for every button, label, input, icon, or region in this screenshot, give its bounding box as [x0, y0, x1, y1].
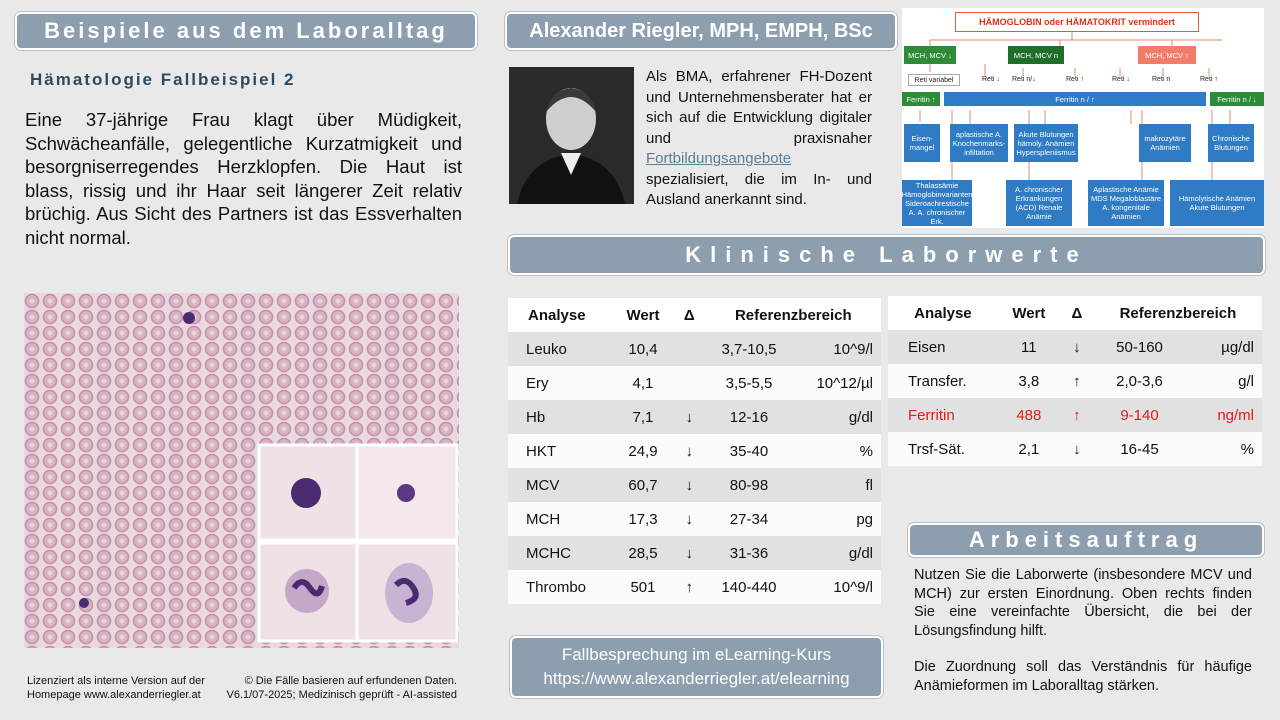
value-cell: 2,1 [998, 432, 1060, 466]
unit-cell: pg [792, 502, 881, 536]
page-title: Beispiele aus dem Laboralltag [44, 18, 448, 43]
unit-cell: ng/ml [1185, 398, 1262, 432]
col-analyse: Analyse [508, 298, 613, 332]
lab-values-banner [508, 235, 1265, 275]
cell-inset-2 [357, 445, 457, 540]
table-row [508, 536, 881, 570]
analyse-cell: MCV [508, 468, 613, 502]
blood-smear-graphic [24, 293, 459, 648]
courses-link[interactable]: Fortbildungsangebote [646, 150, 792, 167]
disclaimer-line-1: © Die Fälle basieren auf erfundenen Daten. [244, 675, 457, 687]
flow-reti-4: Reti ↑ [1066, 76, 1084, 83]
course-label: Fallbesprechung im eLearning-Kurs [561, 645, 832, 664]
delta-cell: ↑ [1060, 398, 1094, 432]
analyse-cell: Thrombo [508, 570, 613, 604]
analyse-cell: MCHC [508, 536, 613, 570]
reference-cell: 2,0-3,6 [1094, 364, 1185, 398]
elearning-course-link[interactable] [510, 636, 883, 698]
flow-mid-5: Chronische Blutungen [1208, 124, 1254, 162]
case-description: Eine 37-jährige Frau klagt über Müdigkeit, Schwächeanfälle, gelegentliche Kurzatmigkeit und besorgniserregendes Herzklopfen. Die Haut ist blass, rissig und ihr Haar seit längerer Zeit relativ brüchig. Aus Sicht des Partners ist das Essverhalten nicht normal. [25, 109, 462, 248]
col-wert: Wert [613, 298, 673, 332]
flow-ferritin-normal: Ferritin n / ↑ [944, 92, 1206, 106]
flow-ferritin-low: Ferritin n / ↓ [1210, 92, 1264, 106]
task-banner [908, 523, 1264, 557]
blood-smear-image [24, 293, 459, 648]
value-cell: 17,3 [613, 502, 673, 536]
table-row [508, 366, 881, 400]
col-analyse: Analyse [888, 296, 998, 330]
flow-bottom-2: A. chronischer Erkrankungen (ACD) Renale Anämie [1006, 180, 1072, 226]
delta-cell [673, 366, 706, 400]
cell-inset-4 [357, 543, 457, 641]
anemia-flowchart [902, 8, 1264, 228]
table-row [888, 432, 1262, 466]
reference-cell: 31-36 [706, 536, 793, 570]
cell-inset-3 [259, 543, 357, 641]
delta-cell: ↓ [673, 434, 706, 468]
flow-mid-3: Akute Blutungen hämoly. Anämien Hyperspleniismus [1014, 124, 1078, 162]
analyse-cell: Ferritin [888, 398, 998, 432]
flow-bottom-1: Thalassämie Hämoglobinvarianten Sideroachrestische A. A. chronischer Erk. [901, 180, 973, 226]
task-paragraph-2: Die Zuordnung soll das Verständnis für häufige Anämieformen im Laboralltag stärken. [914, 659, 1252, 694]
reference-cell: 9-140 [1094, 398, 1185, 432]
delta-cell: ↓ [673, 536, 706, 570]
analyse-cell: Eisen [888, 330, 998, 364]
unit-cell: 10^9/l [792, 332, 881, 366]
value-cell: 501 [613, 570, 673, 604]
delta-cell: ↓ [673, 400, 706, 434]
unit-cell: % [792, 434, 881, 468]
unit-cell: µg/dl [1185, 330, 1262, 364]
flow-bottom-4: Hämolytische Anämien Akute Blutungen [1170, 180, 1264, 226]
disclaimer-note [222, 674, 457, 702]
col-referenz: Referenzbereich [706, 298, 881, 332]
unit-cell: fl [792, 468, 881, 502]
col-delta: Δ [1060, 296, 1094, 330]
cell-inset-1 [259, 445, 357, 540]
author-banner [505, 12, 897, 50]
value-cell: 60,7 [613, 468, 673, 502]
lab-table-blood-count [508, 298, 881, 604]
flow-mid-2: aplastische A. Knochenmarks-infiltation [950, 124, 1008, 162]
table-row [508, 502, 881, 536]
value-cell: 3,8 [998, 364, 1060, 398]
unit-cell: g/dl [792, 400, 881, 434]
flow-reti-1: Reti variabel [908, 74, 960, 86]
author-photo [509, 67, 634, 204]
table-row [888, 398, 1262, 432]
table-row [888, 330, 1262, 364]
lab-table-iron [888, 296, 1262, 466]
analyse-cell: Ery [508, 366, 613, 400]
flow-reti-2: Reti ↓ [982, 76, 1000, 83]
reference-cell: 80-98 [706, 468, 793, 502]
reference-cell: 35-40 [706, 434, 793, 468]
unit-cell: 10^9/l [792, 570, 881, 604]
table-row [508, 400, 881, 434]
table-row [508, 434, 881, 468]
course-url[interactable]: https://www.alexanderriegler.at/elearning [543, 669, 850, 688]
table-row [508, 468, 881, 502]
reference-cell: 27-34 [706, 502, 793, 536]
delta-cell: ↓ [673, 502, 706, 536]
reference-cell: 140-440 [706, 570, 793, 604]
unit-cell: 10^12/µl [792, 366, 881, 400]
flow-top-box: HÄMOGLOBIN oder HÄMATOKRIT vermindert [955, 12, 1199, 32]
analyse-cell: Hb [508, 400, 613, 434]
flow-reti-7: Reti ↑ [1200, 76, 1218, 83]
col-delta: Δ [673, 298, 706, 332]
analyse-cell: MCH [508, 502, 613, 536]
flow-branch-normal: MCH, MCV n [1008, 46, 1064, 64]
flow-reti-3: Reti n/↓ [1012, 76, 1036, 83]
reference-cell: 50-160 [1094, 330, 1185, 364]
delta-cell [673, 332, 706, 366]
value-cell: 24,9 [613, 434, 673, 468]
table-row [888, 364, 1262, 398]
flow-bottom-3: Aplastische Anämie MDS Megaloblastäre A. kongenitale Anämien [1088, 180, 1164, 226]
value-cell: 7,1 [613, 400, 673, 434]
flow-reti-6: Reti n [1152, 76, 1171, 83]
task-description [914, 566, 1252, 695]
value-cell: 4,1 [613, 366, 673, 400]
col-referenz: Referenzbereich [1094, 296, 1262, 330]
unit-cell: g/dl [792, 536, 881, 570]
author-bio [646, 67, 872, 211]
unit-cell: % [1185, 432, 1262, 466]
task-paragraph-1: Nutzen Sie die Laborwerte (insbesondere MCV und MCH) zur ersten Einordnung. Oben rechts finden Sie eine vereinfachte Übersicht, die bei der Lösungsfindung hilft. [914, 567, 1252, 639]
delta-cell: ↑ [1060, 364, 1094, 398]
disclaimer-line-2: V6.1/07-2025; Medizinisch geprüft - AI-assisted [226, 689, 457, 701]
flow-reti-5: Reti ↓ [1112, 76, 1130, 83]
flow-mid-4: makrozytäre Anämien [1139, 124, 1191, 162]
bio-text-1: Als BMA, erfahrener FH-Dozent und Unternehmensberater hat er sich auf die Entwicklung digitaler und praxisnaher [646, 68, 872, 147]
delta-cell: ↓ [673, 468, 706, 502]
portrait-graphic [509, 67, 634, 204]
table-row [508, 332, 881, 366]
col-wert: Wert [998, 296, 1060, 330]
reference-cell: 3,7-10,5 [706, 332, 793, 366]
flow-ferritin-high: Ferritin ↑ [902, 92, 940, 106]
lab-values-title: Klinische Laborwerte [685, 242, 1088, 267]
delta-cell: ↑ [673, 570, 706, 604]
unit-cell: g/l [1185, 364, 1262, 398]
value-cell: 11 [998, 330, 1060, 364]
analyse-cell: Trsf-Sät. [888, 432, 998, 466]
reference-cell: 16-45 [1094, 432, 1185, 466]
delta-cell: ↓ [1060, 432, 1094, 466]
reference-cell: 3,5-5,5 [706, 366, 793, 400]
analyse-cell: Transfer. [888, 364, 998, 398]
flow-mid-1: Eisen-mangel [904, 124, 940, 162]
value-cell: 488 [998, 398, 1060, 432]
table-row [508, 570, 881, 604]
reference-cell: 12-16 [706, 400, 793, 434]
analyse-cell: HKT [508, 434, 613, 468]
title-banner [15, 12, 477, 50]
delta-cell: ↓ [1060, 330, 1094, 364]
case-subtitle: Hämatologie Fallbeispiel 2 [30, 70, 296, 89]
flow-branch-high: MCH, MCV ↑ [1138, 46, 1196, 64]
value-cell: 10,4 [613, 332, 673, 366]
bio-text-2: spezialisiert, die im In- und Ausland anerkannt sind. [646, 170, 872, 208]
task-title: Arbeitsauftrag [968, 527, 1204, 552]
value-cell: 28,5 [613, 536, 673, 570]
author-name: Alexander Riegler, MPH, EMPH, BSc [529, 19, 873, 42]
license-note: Lizenziert als interne Version auf der Homepage www.alexanderriegler.at [27, 675, 205, 701]
analyse-cell: Leuko [508, 332, 613, 366]
flow-branch-low: MCH, MCV ↓ [904, 46, 956, 64]
